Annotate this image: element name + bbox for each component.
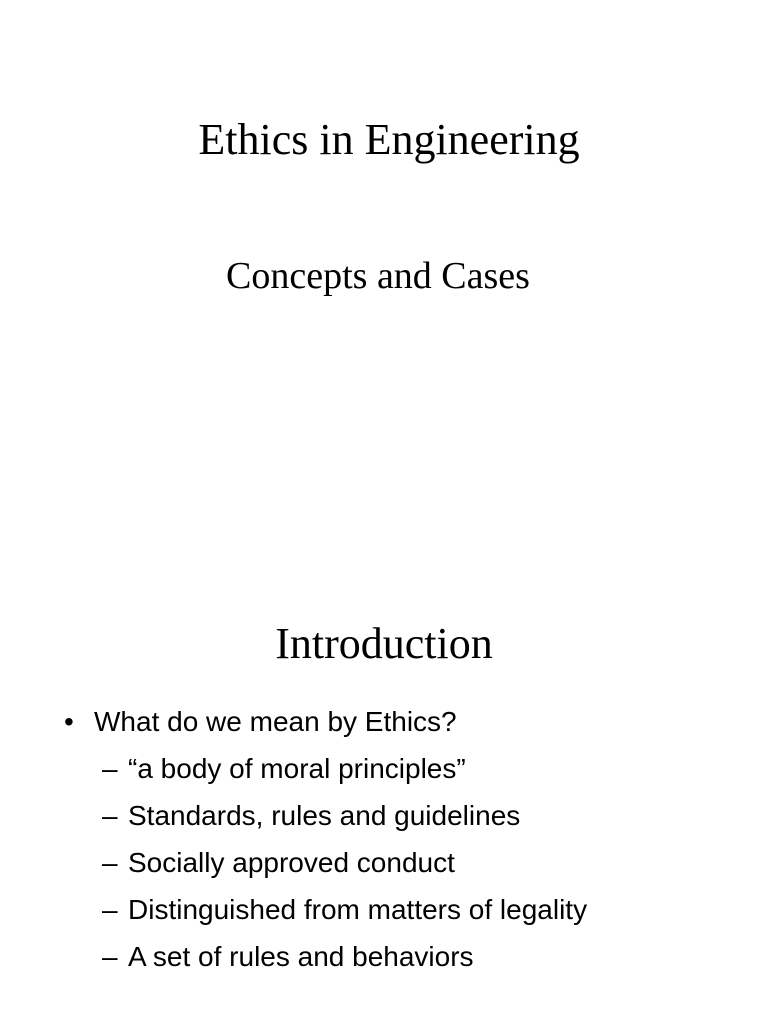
sub-bullet-marker: – xyxy=(102,847,118,878)
sub-bullet-marker: – xyxy=(102,753,118,784)
slide-heading: Introduction xyxy=(275,619,493,668)
slide-title: Ethics in Engineering xyxy=(198,115,580,164)
sub-bullet-item xyxy=(0,839,768,886)
slide-subtitle: Concepts and Cases xyxy=(226,255,530,297)
bullet-text: What do we mean by Ethics? xyxy=(94,706,457,737)
sub-bullet-marker: – xyxy=(102,800,118,831)
sub-bullet-text: A set of rules and behaviors xyxy=(128,941,474,972)
sub-bullet-text: Distinguished from matters of legality xyxy=(128,894,588,925)
sub-bullet-text: Standards, rules and guidelines xyxy=(128,800,521,831)
bullet-list xyxy=(0,698,768,980)
sub-bullet-item xyxy=(0,933,768,980)
introduction-slide xyxy=(0,512,768,1024)
sub-bullet-text: “a body of moral principles” xyxy=(128,753,466,784)
sub-bullet-item xyxy=(0,745,768,792)
sub-bullet-marker: – xyxy=(102,894,118,925)
sub-bullet-marker: – xyxy=(102,941,118,972)
bullet-marker: • xyxy=(64,706,74,737)
sub-bullet-item xyxy=(0,886,768,933)
sub-bullet-item xyxy=(0,792,768,839)
sub-bullet-text: Socially approved conduct xyxy=(128,847,455,878)
bullet-item xyxy=(0,698,768,745)
